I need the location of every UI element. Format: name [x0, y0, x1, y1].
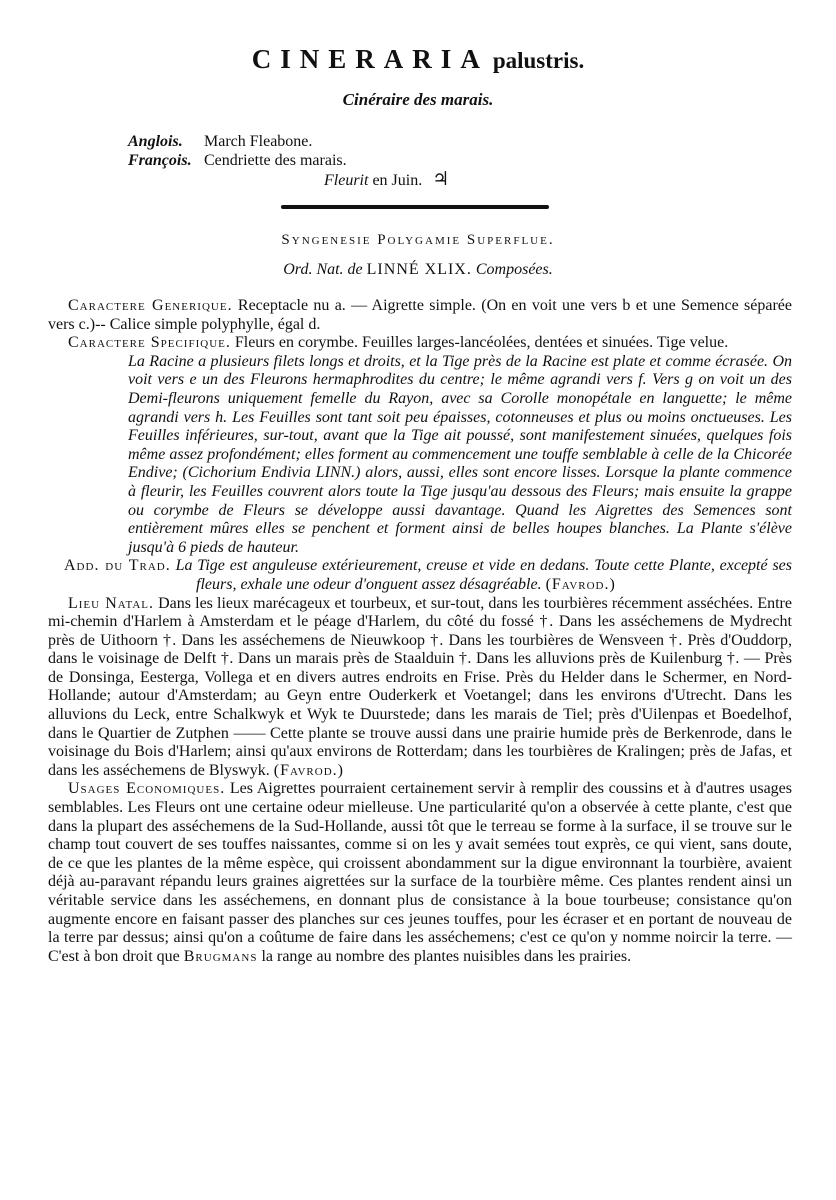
french-label: François.	[128, 152, 192, 169]
habitat-author: (Favrod.)	[273, 761, 344, 779]
economic-uses-paragraph	[48, 780, 792, 966]
natural-order	[0, 260, 836, 280]
description-paragraph: La Racine a plusieurs filets longs et droits, et la Tige près de la Racine est plate et comme écrasée. On voit vers e un des Fleurons hermaphrodites du centre; le même agrandi vers f. Vers g on voit un des Demi-fleurons uniquement femelle du Rayon, avec sa Corolle monopétale en languette; le même agrandi vers h. Les Feuilles sont tant soit peu épaisses, cotonneuses et plus ou moins onctueuses. Les Feuilles inférieures, sur-tout, avant que la Tige ait poussé, sont manifestement sinuées, quelques fois même assez profondément; elles forment au commencement une touffe semblable à celle de la Chicorée Endive; (Cichorium Endivia LINN.) alors, aussi, elles sont encore lisses. Lorsque la plante commence à fleurir, les Feuilles couvrent alors toute la Tige jusqu'au dessous des Fleurs; mais ensuite la grappe ou corymbe de Fleurs se développe aussi davantage. Quand les Aigrettes des Semences sont entièrement mûres elles se penchent et forment ainsi de belles houpes blanches. La Plante s'élève jusqu'à 6 pieds de hauteur.	[128, 352, 792, 556]
english-name: March Fleabone.	[204, 133, 313, 150]
english-name-row	[128, 132, 449, 151]
order-prefix: Ord. Nat. de	[283, 261, 363, 278]
translator-note-paragraph	[48, 557, 792, 594]
species-name: palustris.	[492, 48, 585, 73]
linnaean-class: Syngenesie Polygamie Superflue.	[281, 232, 555, 248]
order-family: Composées.	[475, 261, 553, 278]
flowering-row	[128, 170, 449, 189]
generic-character-text: Receptacle nu a. — Aigrette simple. (On en voit une vers b et une Semence séparée vers c.)-- Calice simple polyphylle, égal d.	[48, 297, 793, 333]
order-author: LINNÉ XLIX.	[366, 261, 472, 278]
specific-character-text: Fleurs en corymbe. Feuilles larges-lancéolées, dentées et sinuées. Tige velue.	[234, 334, 729, 352]
translator-note-heading: Add. du Trad.	[64, 557, 171, 575]
generic-character-heading: Caractere Generique.	[68, 297, 233, 314]
ornamental-divider	[281, 205, 549, 209]
habitat-paragraph	[48, 595, 792, 781]
page-title	[0, 42, 836, 78]
french-name: Cendriette des marais.	[204, 152, 347, 169]
generic-character-paragraph	[48, 297, 792, 334]
main-text	[48, 297, 792, 966]
translator-note-author: (Favrod.)	[545, 575, 616, 593]
specific-character-heading: Caractere Specifique.	[68, 334, 231, 352]
french-common-name: Cinéraire des marais.	[342, 90, 494, 109]
cited-author: Brugmans	[183, 947, 258, 965]
perennial-symbol: ♃	[432, 169, 450, 190]
genus-name: CINERARIA	[251, 44, 489, 74]
vernacular-names	[128, 132, 449, 189]
translator-note-text: La Tige est anguleuse extérieurement, creuse et vide en dedans. Toute cette Plante, excepté ses fleurs, exhale une odeur d'onguent assez désagréable.	[175, 557, 793, 593]
economic-uses-text: Les Aigrettes pourraient certainement servir à remplir des coussins et à d'autres usages semblables. Les Fleurs ont une certaine odeur mielleuse. Une particularité qu'on a observée à cette plante, c'est que dans la plupart des asséchemens de la Sud-Hollande, aussi tôt que le terreau se forme à la surface, il se trouve sur le champ tout couvert de ses touffes naissantes, comme si on les y avait semées tout exprès, ce qui vient, sans doute, de ce que les plantes de la même espèce, qui croissent abondamment sur la digue environnant la tourbière, avaient déjà au-paravant répandu leurs graines aigrettées sur la surface de la tourbière même. Ces plantes rendent ainsi un véritable service dans les asséchemens, en donnant plus de consistance à la boue tourbeuse; consistance qu'on augmente encore en faisant passer des planches sur ces jeunes touffes, pour les écraser et en portant de nouveau de la terre par dessus; ainsi qu'on a coûtume de faire dans les asséchemens; c'est ce qu'on y nomme noircir la terre. — C'est à bon droit que	[48, 780, 793, 965]
habitat-text: Dans les lieux marécageux et tourbeux, et sur-tout, dans les tourbières récemment asséchées. Entre mi-chemin d'Harlem à Amsterdam et le péage d'Harlem, du côté du fossé †. Dans les asséchemens de Mydrecht près de Uithoorn †. Dans les asséchemens de Nieuwkoop †. Dans les tourbières de Wensveen †. Près d'Ouddorp, dans le voisinage de Delft †. Dans un marais près de Staalduin †. Dans les alluvions près de Kuilenburg †. — Près de Donsinga, Eesterga, Vollega et en divers autres endroits en Frise. Près du Helder dans le Schermer, en Nord-Hollande; autour d'Amsterdam; au Geyn entre Ouderkerk et Voetangel; dans les environs d'Utrecht. Dans les alluvions du Leck, entre Schalkwyk et Wyk te Duurstede; dans les marais de Tiel; près d'Uilenpas et Boedelhof, dans le Quartier de Zutphen —— Cette plante se trouve aussi dans une prairie humide près de Berkenrode, dans le voisinage du Bois d'Harlem; ainsi qu'aux environs de Rotterdam; dans les tourbières de Kralingen; près de Jafas, et dans les asséchemens de Blyswyk.	[48, 594, 792, 779]
habitat-heading: Lieu Natal.	[68, 594, 154, 612]
economic-uses-ending: la range au nombre des plantes nuisibles dans les prairies.	[261, 947, 632, 965]
english-label: Anglois.	[128, 133, 183, 150]
flowering-month: en Juin.	[372, 172, 423, 189]
specific-character-paragraph	[48, 334, 792, 353]
flowering-label: Fleurit	[324, 172, 369, 189]
economic-uses-heading: Usages Economiques.	[68, 780, 226, 798]
french-name-row	[128, 151, 449, 170]
